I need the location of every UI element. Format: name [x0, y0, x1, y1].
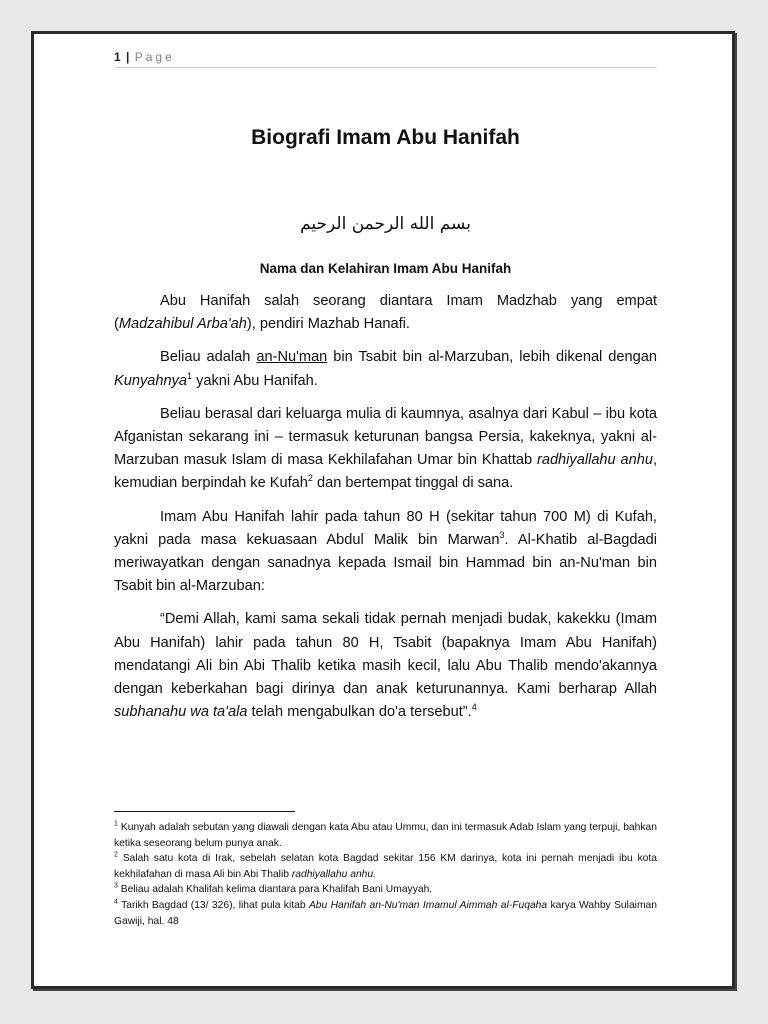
p1-text-b: ), pendiri Mazhab Hanafi. [246, 316, 410, 333]
footnote-2-italic: radhiyallahu anhu. [291, 868, 376, 880]
document-page [31, 31, 735, 989]
header-separator: | [126, 50, 130, 64]
footnote-4 [114, 898, 657, 929]
footnote-3-number: 3 [114, 882, 118, 890]
footnote-1-text: Kunyah adalah sebutan yang diawali dengan kata Abu atau Ummu, dan ini termasuk Adab Islam yang terpuji, bahkan ketika seseorang belum punya anak. [114, 822, 657, 849]
footnote-4-text: Tarikh Bagdad (13/ 326), lihat pula kitab [117, 899, 309, 911]
p1-text-a: Abu Hanifah salah seorang diantara Imam Madzhab yang empat ( [114, 293, 657, 333]
footnote-ref-2: 2 [307, 473, 313, 484]
paragraph-2 [114, 346, 657, 392]
footnote-2 [114, 851, 657, 882]
p5-text-a: “Demi Allah, kami sama sekali tidak pernah menjadi budak, kakekku (Imam Abu Hanifah) lahir pada tahun 80 H, Tsabit (bapaknya Imam Abu Hanifah) mendatangi Ali bin Abi Thalib ketika masih kecil, lalu Abu Thalib mendo'akannya dengan keberkahan bagi dirinya dan anak keturunannya. Kami berharap Allah [114, 611, 657, 698]
p5-text-b: telah mengabulkan do'a tersebut”. [247, 704, 472, 721]
paragraph-5-quote [114, 608, 657, 724]
body-text [114, 290, 657, 734]
page-word: Page [134, 50, 175, 64]
page-number: 1 [114, 50, 121, 64]
footnote-4-italic: Abu Hanifah an-Nu'man Imamul Aimmah al-Fuqaha [308, 899, 548, 911]
p3-text-b: , kemudian berpindah ke Kufah [114, 452, 658, 492]
section-title: Nama dan Kelahiran Imam Abu Hanifah [259, 261, 512, 276]
p2-text-a: Beliau adalah [160, 349, 257, 366]
paragraph-4 [114, 506, 657, 599]
document-title: Biografi Imam Abu Hanifah [251, 126, 520, 149]
footnotes [114, 820, 657, 929]
footnote-4-text-b: karya Wahby Sulaiman Gawiji, hal. 48 [114, 899, 657, 927]
footnote-ref-1: 1 [187, 370, 193, 381]
p2-text-b: bin Tsabit bin al-Marzuban, lebih dikenal dengan [327, 349, 657, 366]
footnote-2-number: 2 [114, 851, 118, 859]
page-header [114, 50, 657, 68]
p5-italic: subhanahu wa ta'ala [114, 704, 248, 721]
paragraph-3 [114, 403, 657, 496]
footnote-4-number: 4 [114, 898, 118, 906]
footnote-3 [114, 882, 657, 898]
p2-text-c: yakni Abu Hanifah. [192, 372, 318, 389]
paragraph-1 [114, 290, 657, 336]
bismillah-text: بسم الله الرحمن الرحيم [300, 214, 471, 234]
footnote-3-text: Beliau adalah Khalifah kelima diantara para Khalifah Bani Umayyah. [117, 884, 433, 896]
p2-underlined-name: an-Nu'man [256, 349, 328, 366]
p2-italic: Kunyahnya [114, 372, 188, 389]
footnote-separator [114, 811, 295, 812]
footnote-ref-4: 4 [471, 702, 477, 713]
footnote-1 [114, 820, 657, 851]
footnote-1-number: 1 [114, 820, 118, 828]
p3-italic: radhiyallahu anhu [536, 452, 653, 469]
footnote-ref-3: 3 [499, 529, 505, 540]
p4-text-b: . Al-Khatib al-Bagdadi meriwayatkan dengan sanadnya kepada Ismail bin Hammad bin an-Nu'man bin Tsabit bin al-Marzuban: [114, 531, 657, 595]
p1-italic: Madzahibul Arba'ah [118, 316, 247, 333]
footnote-2-text: Salah satu kota di Irak, sebelah selatan kota Bagdad sekitar 156 KM darinya, kota ini pernah menjadi ibu kota kekhilafahan di masa Ali bin Abi Thalib [114, 853, 657, 880]
p3-text-c: dan bertempat tinggal di sana. [312, 475, 514, 492]
p3-text-a: Beliau berasal dari keluarga mulia di kaumnya, asalnya dari Kabul – ibu kota Afganistan sekarang ini – termasuk keturunan bangsa Persia, kakeknya, yakni al-Marzuban masuk Islam di masa Kekhilafahan Umar bin Khattab [114, 405, 657, 469]
p4-text-a: Imam Abu Hanifah lahir pada tahun 80 H (sekitar tahun 700 M) di Kufah, yakni pada masa kekuasaan Abdul Malik bin Marwan [114, 508, 657, 548]
